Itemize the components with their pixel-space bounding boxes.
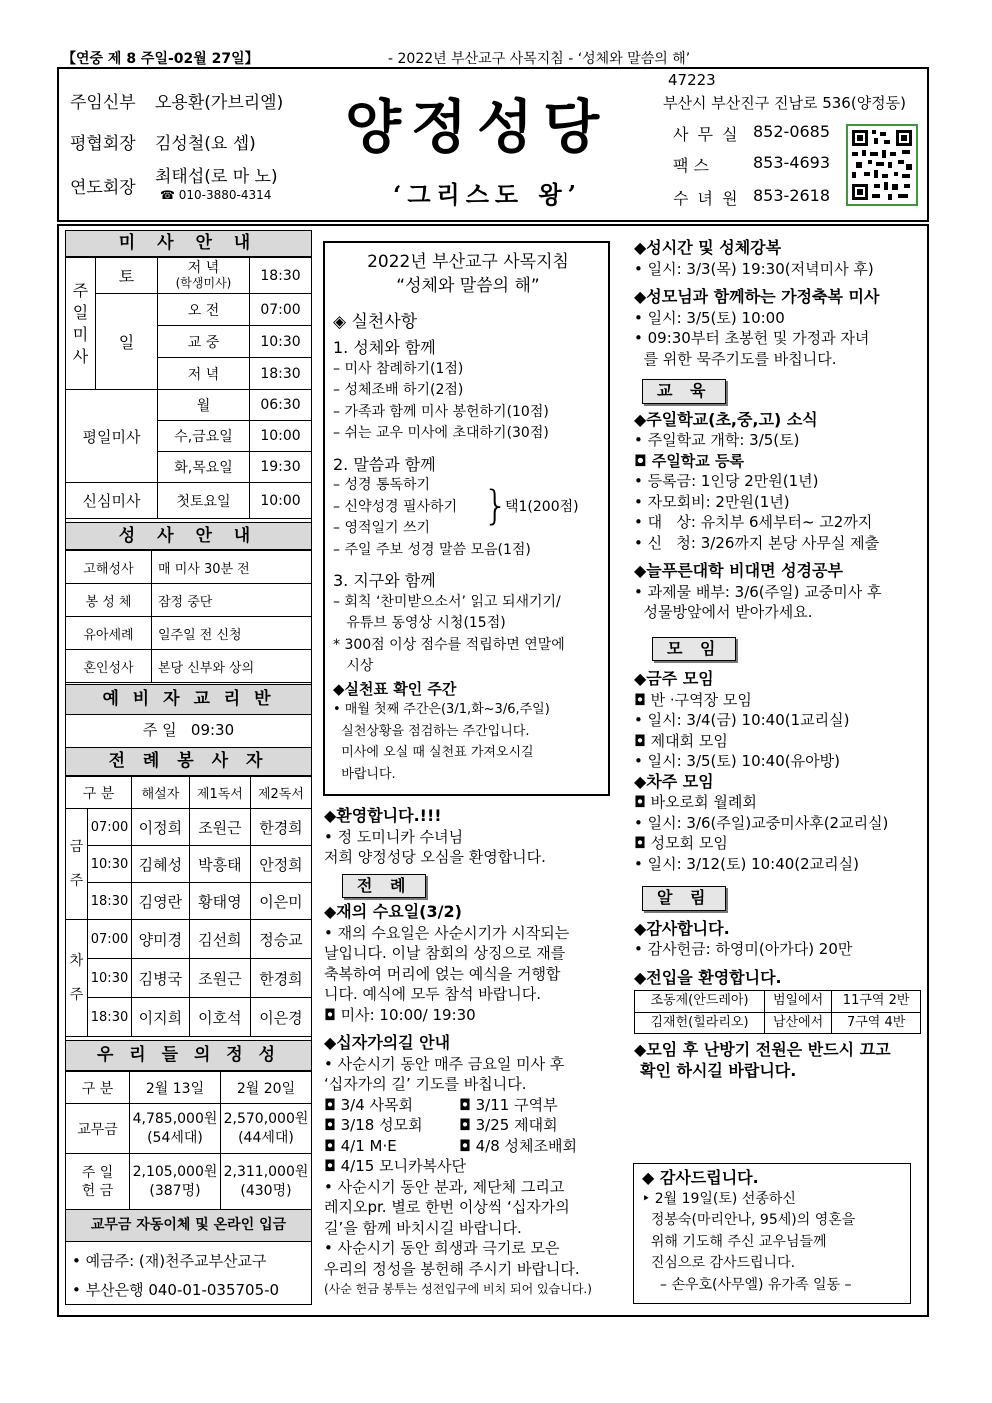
postcode: 47223 [668, 71, 716, 89]
newcomer-name: 조동제(안드레아) [635, 991, 765, 1013]
welcome-line: 저희 양정성당 오심을 환영합니다. [324, 848, 546, 866]
cross-way-date: ◘ 3/4 사목회 [324, 1095, 414, 1114]
sacrament-name: 고해성사 [66, 551, 152, 584]
church-name: 양정성당 [345, 93, 610, 161]
cross-way-line: • 사순시기 동안 분과, 제단체 그리고 [324, 1177, 565, 1196]
offering-title: 우 리 들 의 정 성 [66, 1040, 311, 1071]
account-bank: • 부산은행 040-01-035705-0 [72, 1281, 280, 1299]
practice-item: – 가족과 함께 미사 봉헌하기(10점) [333, 403, 549, 420]
guideline-content [333, 250, 603, 785]
sun-mass-name: 오 전 [158, 294, 250, 326]
cross-way-row [324, 1115, 614, 1136]
cross-way-title: ◆십자가의길 안내 [324, 1033, 451, 1052]
sunday-offering-count: (430명) [240, 1182, 292, 1199]
council-name: 김성철(요 셉) [155, 134, 256, 154]
pastor-name: 오용환(가브리엘) [155, 93, 284, 113]
welcome-title: ◆환영합니다.!!! [324, 806, 442, 825]
server-time: 18:30 [88, 998, 132, 1037]
cross-way-row [324, 1136, 614, 1157]
cross-way-row [324, 1156, 614, 1177]
family-mass-line: • 일시: 3/5(토) 10:00 [634, 308, 785, 327]
gratitude-line: 위해 기도해 주신 교우님들께 [642, 1233, 827, 1250]
council-label: 평협회장 [70, 134, 136, 154]
gratitude-line: 진심으로 감사드립니다. [642, 1255, 796, 1271]
brace-icon: } [483, 483, 509, 529]
sacrament-name: 혼인성사 [66, 650, 152, 683]
meeting-line: • 일시: 3/12(토) 10:40(2교리실) [634, 854, 860, 873]
servers-title: 전 례 봉 사 자 [66, 747, 311, 776]
cross-way-line: 길’을 함께 바치시길 바랍니다. [324, 1218, 522, 1237]
meeting-line: • 일시: 3/4(금) 10:40(1교리실) [634, 711, 850, 729]
fax-phone: 853-4693 [753, 153, 831, 172]
sun-mass-time: 07:00 [250, 294, 312, 326]
practice-item: * 300점 이상 점수를 적립하면 연말에 [333, 636, 565, 653]
sun-mass-name: 교 중 [158, 326, 250, 358]
sacrament-name: 유아세례 [66, 617, 152, 650]
practice-item: – 쉬는 교우 미사에 초대하기(30점) [333, 425, 549, 441]
bible-study-title: ◆늘푸른대학 비대면 성경공부 [634, 561, 843, 580]
server-reader2: 이은미 [250, 883, 311, 920]
meeting-line: ◘ 성모회 모임 [634, 834, 728, 852]
registration-line: • 대 상: 유치부 6세부터~ 고2까지 [634, 513, 873, 531]
ash-wednesday-line: 날입니다. 이날 참회의 상징으로 재를 [324, 944, 566, 962]
liturgy-tag: 전 례 [342, 874, 426, 899]
gratitude-line: ‣ 2월 19일(토) 선종하신 [642, 1190, 796, 1207]
sun-mass-time: 18:30 [250, 358, 312, 390]
server-commentator: 김영란 [132, 883, 190, 920]
family-mass-line: • 09:30부터 초봉헌 및 가정과 자녀 [634, 329, 870, 347]
parish-dues-amount: 2,570,000원 [223, 1110, 309, 1127]
server-reader1: 황태영 [189, 883, 250, 920]
sacraments-title: 성 사 안 내 [66, 522, 311, 550]
sunday-mass-label: 주 일 미 사 [66, 258, 96, 390]
sacraments-table [65, 550, 312, 683]
check-week-title: ◆실천표 확인 주간 [333, 679, 457, 698]
notice-tag: 알 림 [642, 886, 726, 911]
server-reader1: 박흥태 [189, 846, 250, 883]
server-time: 07:00 [88, 920, 132, 959]
offering-head: 구 분 [66, 1072, 130, 1104]
sacrament-info: 매 미사 30분 전 [152, 551, 312, 584]
next-week-label: 차 주 [66, 920, 88, 1037]
gratitude-content [642, 1167, 907, 1296]
server-time: 07:00 [88, 809, 132, 846]
newcomer-district: 11구역 2반 [832, 991, 921, 1013]
middle-notices [324, 806, 614, 1300]
server-time: 18:30 [88, 883, 132, 920]
server-reader2: 한경희 [250, 809, 311, 846]
left-column [65, 230, 312, 1305]
address: 부산시 부산진구 진남로 536(양정동) [663, 94, 907, 112]
cross-way-date: ◘ 4/8 성체조배회 [459, 1136, 577, 1155]
ash-wednesday-title: ◆재의 수요일(3/2) [324, 902, 462, 921]
gratitude-title: ◆ 감사드립니다. [642, 1168, 759, 1187]
registration-line: • 자모회비: 2만원(1년) [634, 492, 790, 511]
practice-item: – 미사 참례하기(1점) [333, 360, 464, 377]
gratitude-line: 정봉숙(마리안나, 95세)의 영혼을 [642, 1212, 856, 1228]
practice-heading: ◈ 실천사항 [333, 312, 418, 332]
sun-mass-name: 저 녁 [158, 358, 250, 390]
newcomer-from: 남산에서 [765, 1012, 832, 1034]
ash-wednesday-line: 니다. 예식에 모두 참석 바랍니다. [324, 985, 541, 1003]
weekday-mass-time: 19:30 [250, 452, 312, 483]
practice-item: 유튜브 동영상 시청(15점) [333, 615, 506, 631]
weekday-mass-label: 평일미사 [66, 390, 158, 483]
parish-dues-label: 교무금 [66, 1104, 130, 1154]
sunday-label: 일 [96, 294, 158, 390]
weekday-mass-time: 06:30 [250, 390, 312, 421]
registration-line: • 신 청: 3/26까지 본당 사무실 제출 [634, 533, 880, 552]
server-reader2: 정승교 [250, 920, 311, 959]
check-week-line: 미사에 오실 때 실천표 가져오시길 [333, 745, 534, 760]
holy-hour-line: • 일시: 3/3(목) 19:30(저녁미사 후) [634, 259, 874, 278]
practice-section-2: 2. 말씀과 함께 [333, 454, 436, 474]
sacrament-name: 봉 성 체 [66, 584, 152, 617]
newcomer-title: ◆전입을 환영합니다. [634, 967, 782, 987]
sunday-offering-count: (387명) [149, 1182, 201, 1199]
servers-head: 해설자 [132, 777, 190, 809]
sunday-offering-amount: 2,311,000원 [223, 1163, 309, 1180]
parish-dues-amount: 4,785,000원 [132, 1110, 218, 1127]
guideline-title: 2022년 부산교구 사목지침 [367, 252, 569, 272]
weekday-mass-day: 수,금요일 [158, 421, 250, 452]
next-week-meeting-title: ◆차주 모임 [634, 771, 714, 791]
education-tag: 교 육 [642, 379, 726, 404]
qr-code-icon[interactable] [846, 124, 918, 206]
office-label: 사 무 실 [673, 125, 740, 144]
pastor-label: 주임신부 [70, 93, 136, 113]
devotion-mass-day: 첫토요일 [158, 483, 250, 519]
cross-way-date: ◘ 3/18 성모회 [324, 1116, 423, 1134]
sunday-school-title: ◆주일학교(초,중,고) 소식 [634, 409, 818, 429]
cross-way-date: ◘ 3/11 구역부 [459, 1095, 558, 1114]
newcomer-from: 범일에서 [765, 991, 832, 1013]
youth-label: 연도회장 [70, 178, 136, 198]
weekday-mass-day: 월 [158, 390, 250, 421]
sunday-school-line: • 주일학교 개학: 3/5(토) [634, 431, 800, 449]
bible-study-line: • 과제물 배부: 3/6(주일) 교중미사 후 [634, 582, 882, 601]
account-holder: • 예금주: (재)천주교부산교구 [72, 1252, 267, 1270]
check-week-line: • 매월 첫째 주간은(3/1,화~3/6,주일) [333, 702, 550, 717]
convent-label: 수 녀 원 [673, 189, 740, 208]
holy-hour-title: ◆성시간 및 성체강복 [634, 238, 782, 257]
newcomer-name: 김재헌(힐라리오) [635, 1012, 765, 1034]
meeting-line: • 일시: 3/6(주일)교중미사후(2교리실) [634, 813, 889, 832]
sunday-offering-label: 주 일 헌 금 [66, 1154, 130, 1210]
server-time: 10:30 [88, 846, 132, 883]
sunday-offering-amount: 2,105,000원 [132, 1163, 218, 1180]
heater-notice: ◆모임 후 난방기 전원은 반드시 끄고 [634, 1040, 891, 1059]
diocese-motto: - 2022년 부산교구 사목지침 - ‘성체와 말씀의 해’ [388, 51, 691, 67]
servers-head: 제1독서 [189, 777, 250, 809]
ash-wednesday-line: • 재의 수요일은 사순시기가 시작되는 [324, 923, 570, 942]
family-mass-title: ◆성모님과 함께하는 가정축복 미사 [634, 287, 880, 306]
server-commentator: 이지희 [132, 998, 190, 1037]
ash-wednesday-line: 축복하여 머리에 얹는 예식을 거행합 [324, 964, 561, 983]
servers-table [65, 776, 312, 1037]
this-week-label: 금 주 [66, 809, 88, 920]
cross-way-line: • 사순시기 동안 희생과 극기로 모은 [324, 1239, 560, 1257]
mass-table [65, 257, 312, 519]
parish-dues-count: (44세대) [238, 1129, 294, 1146]
practice-item: – 성경 통독하기 [333, 477, 431, 493]
practice-section-3: 3. 지구와 함께 [333, 571, 436, 590]
welcome-line: • 정 도미니카 수녀님 [324, 827, 464, 846]
cross-way-date: ◘ 3/25 제대회 [459, 1116, 558, 1134]
saturday-label: 토 [96, 258, 158, 294]
right-notices [634, 238, 924, 1081]
practice-item: – 주일 주보 성경 말씀 모음(1점) [333, 541, 531, 558]
devotion-mass-label: 신심미사 [66, 483, 158, 519]
server-commentator: 양미경 [132, 920, 190, 959]
sat-mass-time: 18:30 [250, 258, 312, 294]
sacrament-info: 일주일 전 신청 [152, 617, 312, 650]
cross-way-date: ◘ 4/1 M·E [324, 1136, 397, 1155]
practice-section-1: 1. 성체와 함께 [333, 338, 436, 357]
practice-item: – 신약성경 필사하기 [333, 498, 458, 515]
practice-choice-score: 택1(200점) [505, 499, 579, 515]
church-subtitle: ‘그리스도 왕’ [393, 180, 582, 209]
offering-table [65, 1071, 312, 1210]
registration-title: ◘ 주일학교 등록 [634, 451, 744, 470]
thanks-title: ◆감사합니다. [634, 918, 730, 938]
registration-line: • 등록금: 1인당 2만원(1년) [634, 472, 819, 490]
sacrament-info: 잠정 중단 [152, 584, 312, 617]
meeting-line: ◘ 반 ·구역장 모임 [634, 690, 752, 709]
meeting-line: • 일시: 3/5(토) 10:40(유아방) [634, 752, 840, 770]
server-reader2: 한경희 [250, 959, 311, 998]
sun-mass-time: 10:30 [250, 326, 312, 358]
auto-transfer-title: 교무금 자동이체 및 온라인 입금 [66, 1209, 311, 1242]
bible-study-line: 성물방앞에서 받아가세요. [634, 603, 813, 621]
gratitude-signature: – 손우호(사무엘) 유가족 일동 – [660, 1276, 852, 1293]
server-commentator: 김병국 [132, 959, 190, 998]
cross-way-line: ‘십자가의 길’ 기도를 바칩니다. [324, 1075, 527, 1093]
devotion-mass-time: 10:00 [250, 483, 312, 519]
cross-way-line: 레지오pr. 별로 한번 이상씩 ‘십자가의 [324, 1198, 570, 1216]
server-reader2: 안정희 [250, 846, 311, 883]
issue-date: 【연중 제 8 주일-02월 27일】 [62, 51, 259, 67]
check-week-line: 실천상황을 점검하는 주간입니다. [333, 723, 530, 739]
youth-phone: ☎ 010-3880-4314 [160, 188, 272, 202]
check-week-line: 바랍니다. [333, 766, 396, 782]
meeting-line: ◘ 바오로회 월례회 [634, 793, 757, 811]
ash-wednesday-line: ◘ 미사: 10:00/ 19:30 [324, 1005, 476, 1024]
fax-label: 팩 스 [673, 156, 709, 175]
newcomer-district: 7구역 4반 [832, 1012, 921, 1034]
server-time: 10:30 [88, 959, 132, 998]
office-phone: 852-0685 [753, 122, 831, 141]
meeting-tag: 모 임 [652, 637, 736, 662]
server-commentator: 김혜성 [132, 846, 190, 883]
convent-phone: 853-2618 [753, 186, 831, 205]
cross-way-line: • 사순시기 동안 매주 금요일 미사 후 [324, 1054, 565, 1073]
mass-title: 미 사 안 내 [66, 231, 311, 257]
servers-head: 제2독서 [250, 777, 311, 809]
server-reader1: 조원근 [189, 809, 250, 846]
cross-way-date: ◘ 4/15 모니카복사단 [324, 1157, 467, 1175]
cross-way-line: 우리의 정성을 봉헌해 주시기 바랍니다. [324, 1259, 580, 1278]
offering-head: 2월 13일 [130, 1072, 221, 1104]
sacrament-info: 본당 신부와 상의 [152, 650, 312, 683]
server-reader1: 조원근 [189, 959, 250, 998]
server-reader1: 이호석 [189, 998, 250, 1037]
sat-mass-note: (학생미사) [175, 275, 232, 290]
sat-mass-name: 저 녁 [187, 259, 220, 276]
practice-item: – 성체조배 하기(2점) [333, 382, 464, 398]
meeting-line: ◘ 제대회 모임 [634, 731, 728, 750]
practice-item: 시상 [333, 658, 374, 674]
parish-dues-count: (54세대) [147, 1129, 203, 1146]
this-week-meeting-title: ◆금주 모임 [634, 669, 714, 688]
catechumen-time: 주 일 09:30 [142, 721, 235, 739]
server-reader2: 이은경 [250, 998, 311, 1037]
heater-notice-2: 확인 하시길 바랍니다. [640, 1060, 797, 1080]
practice-item: – 영적일기 쓰기 [333, 520, 431, 536]
family-mass-line: 를 위한 묵주기도를 바칩니다. [634, 349, 837, 368]
thanks-line: • 감사헌금: 하영미(아가다) 20만 [634, 940, 853, 958]
cross-way-note: (사순 헌금 봉투는 성전입구에 비치 되어 있습니다.) [324, 1282, 592, 1296]
practice-item: – 회칙 ‘찬미받으소서’ 읽고 되새기기/ [333, 593, 561, 610]
servers-head: 구 분 [66, 777, 132, 809]
server-commentator: 이정희 [132, 809, 190, 846]
weekday-mass-time: 10:00 [250, 421, 312, 452]
youth-name: 최태섭(로 마 노) [155, 167, 278, 187]
guideline-subtitle: “성체와 말씀의 해” [396, 276, 540, 296]
newcomer-table [634, 990, 921, 1034]
catechumen-title: 예 비 자 교 리 반 [66, 684, 311, 715]
offering-head: 2월 20일 [221, 1072, 312, 1104]
cross-way-row [324, 1095, 614, 1116]
weekday-mass-day: 화,목요일 [158, 452, 250, 483]
server-reader1: 김선희 [189, 920, 250, 959]
